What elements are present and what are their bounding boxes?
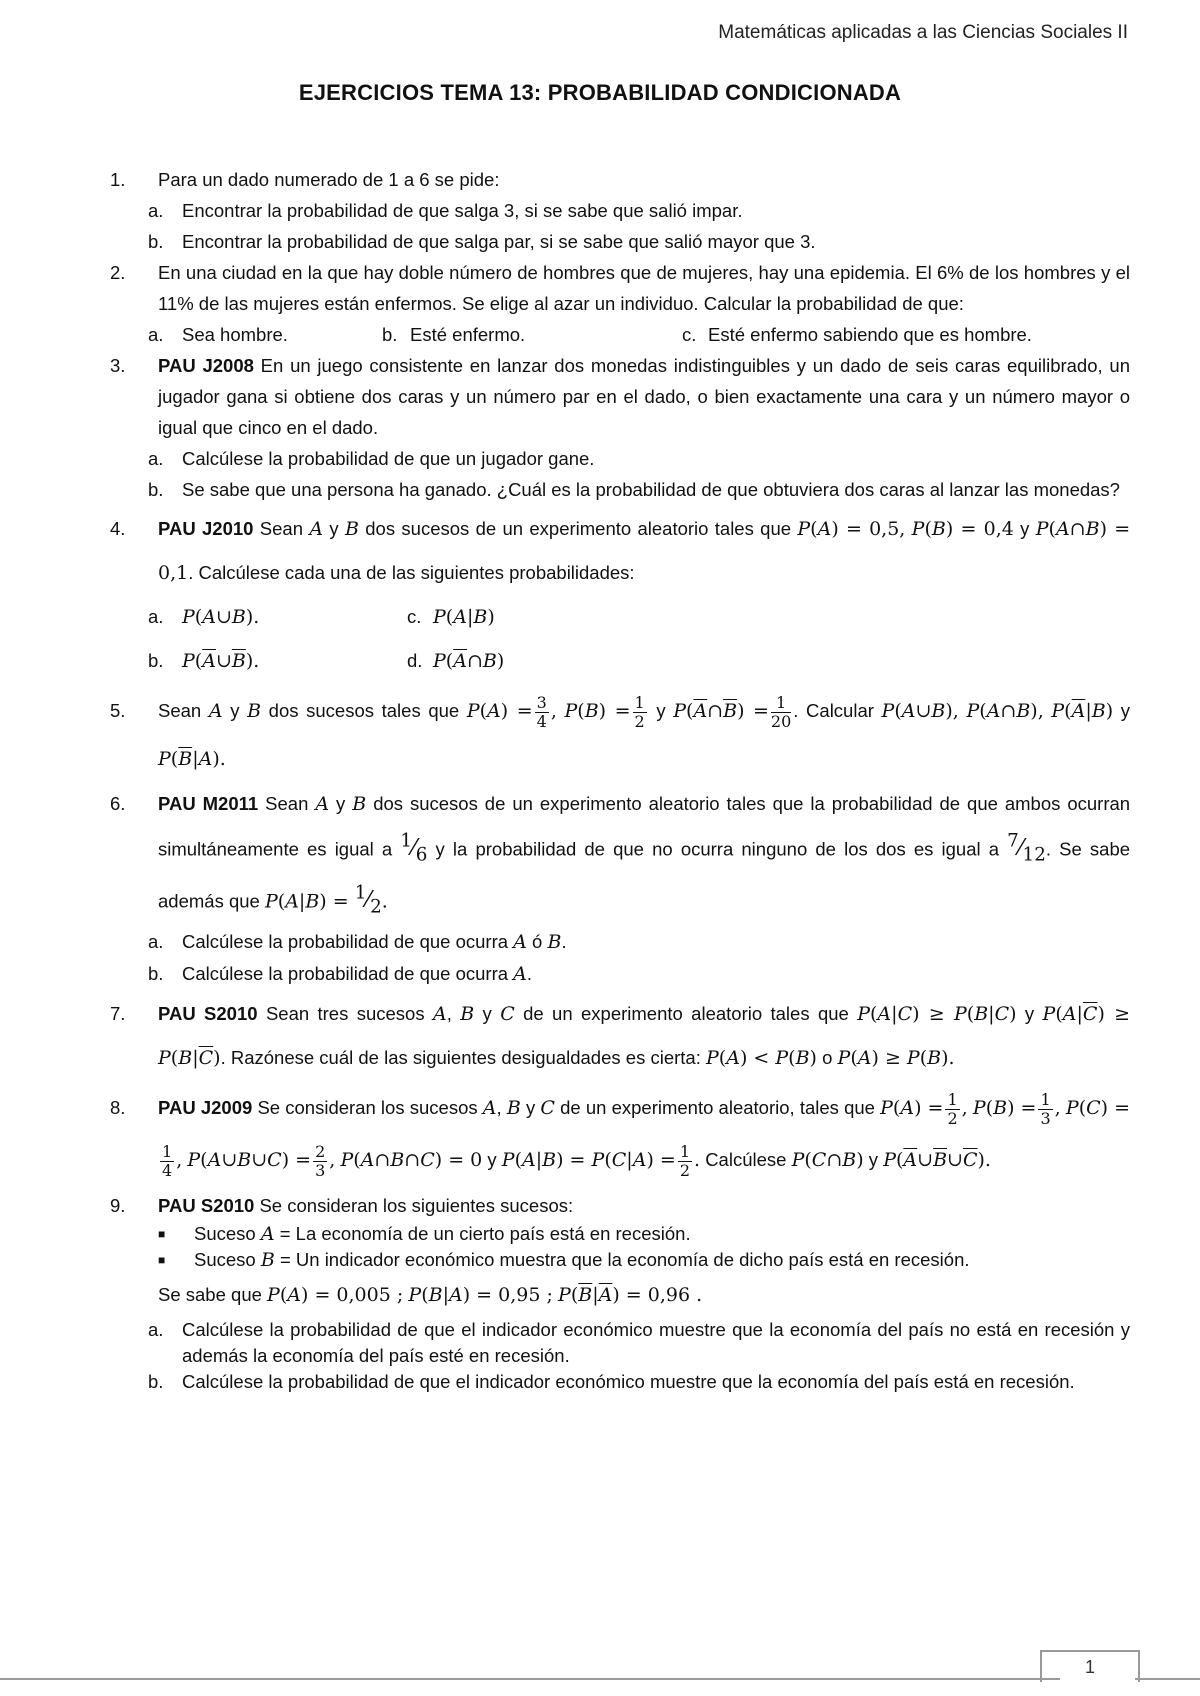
exercise-number: 7. [110, 1003, 126, 1025]
exercise-9-bullet-1: ■ Suceso A = La economía de un cierto país está en recesión. [158, 1223, 691, 1246]
exercise-8: 8. PAU J2009 Se consideran los sucesos A, B y C de un experimento aleatorio, tales que P(A) = $\frac{1}{2}$ , P(B) = $\frac{1}{3}$ , P(C) = $\frac{1}{4}$ , P(A∪B∪C) = $\frac{2}{3}$ , P(A∩B∩C) = 0 y P(A|B) = P(C|A) = $\frac{1}{2}$ . Calcúlese P(C∩B) y $P(\overline{A}\cup\overline{B}\cup\overline{C})$. [110, 1082, 1130, 1186]
exercise-1 [110, 164, 1130, 195]
exam-tag: PAU S2010 [158, 1195, 255, 1217]
exercise-2 [110, 257, 1130, 319]
footer-rule-right [1135, 1678, 1200, 1680]
exercise-text: Se consideran los siguientes sucesos: [259, 1195, 574, 1217]
exercise-9-given: Se sabe que P(A) = 0,005 ; P(B|A) = 0,95 ; $P(\overline{B}|\overline{A}) = 0,96$ . [158, 1284, 703, 1307]
exam-tag: PAU J2008 [158, 355, 254, 376]
exercise-4-options-row1: a. P(A∪B). c. P(A|B) [148, 606, 495, 628]
page-number: 1 [1040, 1650, 1140, 1682]
exercise-number: 8. [110, 1097, 126, 1119]
footer-rule [0, 1678, 1060, 1680]
exercise-9-b: b. Calcúlese la probabilidad de que el indicador económico muestre que la economía del país está en recesión. [148, 1371, 1075, 1393]
exam-tag: PAU J2009 [158, 1097, 253, 1119]
exercise-text: Para un dado numerado de 1 a 6 se pide: [158, 169, 500, 190]
exercise-2-options: a. Sea hombre. b. Esté enfermo. c. Esté enfermo sabiendo que es hombre. [148, 324, 1032, 345]
exercise-9 [110, 1190, 1130, 1221]
exercise-number: 9. [110, 1195, 126, 1217]
exercise-7: 7. PAU S2010 Sean tres sucesos A, B y C de un experimento aleatorio tales que P(A|C) ≥ P(B|C) y $P(A|\overline{C}) \ge P(B|\overline{C})$. Razónese cuál de las siguientes desigualdades es cierta: P(A) < P(B) o P(A) ≥ P(B). [110, 992, 1130, 1080]
exercise-list [110, 164, 1130, 1395]
exercise-text: En una ciudad en la que hay doble número de hombres que de mujeres, hay una epidemia. El 6% de los hombres y el 11% de las mujeres están enfermos. Se elige al azar un individuo. Calcular la probabilidad de que: [158, 262, 1130, 314]
exercise-number: 5. [110, 700, 126, 721]
exam-tag: PAU S2010 [158, 1003, 258, 1025]
exercise-number: 4. [110, 518, 126, 539]
exercise-9-a: a. Calcúlese la probabilidad de que el indicador económico muestre que la economía del país no está en recesión y además la economía del país esté en recesión. [148, 1319, 1130, 1367]
exercise-number: 6. [110, 793, 126, 814]
exercise-number: 1. [110, 169, 126, 190]
exercise-3-b: b. Se sabe que una persona ha ganado. ¿Cuál es la probabilidad de que obtuviera dos caras al lanzar las monedas? [148, 479, 1120, 500]
page-title: EJERCICIOS TEMA 13: PROBABILIDAD CONDICIONADA [298, 80, 902, 105]
exercise-number: 2. [110, 262, 126, 283]
exercise-3 [110, 350, 1130, 443]
exercise-1-a: a. Encontrar la probabilidad de que salga 3, si se sabe que salió impar. [148, 200, 743, 221]
exercise-5: 5. Sean A y B dos sucesos tales que P(A) = $\frac{3}{4}$ , P(B) = $\frac{1}{2}$ y $P(\overline{A}\cap\overline{B})$ = $\frac{1}{20}$ . Calcular P(A∪B), P(A∩B), $P(\overline{A}|B)$ y $P(\overline{B}|A)$. [110, 687, 1130, 783]
exercise-text: En un juego consistente en lanzar dos monedas indistinguibles y un dado de seis caras equilibrado, un jugador gana si obtiene dos caras y un número par en el dado, o bien exactamente una cara y un número mayor o igual que cinco en el dado. [158, 355, 1130, 438]
running-header: Matemáticas aplicadas a las Ciencias Sociales II [718, 22, 1128, 43]
exercise-9-bullet-2: ■ Suceso B = Un indicador económico muestra que la economía de dicho país está en recesión. [158, 1249, 970, 1272]
exercise-1-b: b. Encontrar la probabilidad de que salga par, si se sabe que salió mayor que 3. [148, 231, 816, 252]
exercise-6-a: a. Calcúlese la probabilidad de que ocurra A ó B. [148, 931, 567, 954]
exercise-6-b: b. Calcúlese la probabilidad de que ocurra A. [148, 963, 533, 986]
exercise-6: 6. PAU M2011 Sean A y B dos sucesos de un experimento aleatorio tales que la probabilidad de que ambos ocurran simultáneamente es igual a $^1⁄_6$ y la probabilidad de que no ocurra ninguno de los dos es igual a $^7⁄_{12}$. Se sabe además que $P(A|B) = ^1⁄_2$. [110, 785, 1130, 926]
exercise-number: 3. [110, 355, 126, 376]
exam-tag: PAU M2011 [158, 793, 259, 814]
exercise-4-options-row2: b. $P(\overline{A}\cup\overline{B})$. d. $P(\overline{A}\cap B)$ [148, 650, 505, 672]
exam-tag: PAU J2010 [158, 518, 254, 539]
exercise-4: 4. PAU J2010 Sean A y B dos sucesos de un experimento aleatorio tales que P(A) = 0,5, P(B) = 0,4 y P(A∩B) = 0,1. Calcúlese cada una de las siguientes probabilidades: [110, 507, 1130, 595]
exercise-3-a: a. Calcúlese la probabilidad de que un jugador gane. [148, 448, 595, 469]
